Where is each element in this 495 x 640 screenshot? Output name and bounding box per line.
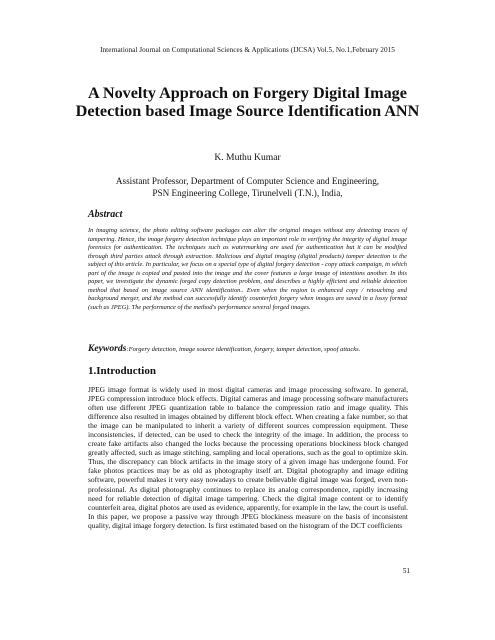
- affiliation-line-2: PSN Engineering College, Tirunelveli (T.N.), India,: [152, 187, 343, 198]
- page-number: 51: [402, 567, 410, 575]
- running-head: International Journal on Computational Sciences & Applications (IJCSA) Vol.5, No.1,February 2015: [100, 46, 395, 54]
- affiliation-line-1: Assistant Professor, Department of Computer Science and Engineering,: [115, 176, 380, 186]
- keywords-text: :Forgery detection, image source identification, forgery, tamper detection, spoof attacks.: [126, 346, 361, 353]
- abstract-text: In imaging science, the photo editing software packages can alter the original images without any detecting traces of tampering. Hence, the image forgery detection technique plays an important role in verifying the integrity of digital image forensics for authentication. The techniques such as watermarking are used for authentication but it can be modified through third parties attack through extraction. Malicious and digital imaging (digital products) tamper detection is the subject of this article. In particular, we focus on a special type of digital forgery detection - copy attack campaign, in which part of the image is copied and pasted into the image and the cover features a large image of intentions another. In this paper, we investigate the dynamic forged copy detection problem, and describes a highly efficient and reliable detection method that based on image source ANN identification.. Even when the region is enhanced copy / retouching and background merger, and the method can successfully identify counterfeit forgery when images are saved in a lossy format (such as JPEG). The performance of the method's performance several forged images.: [88, 227, 407, 311]
- paper-title: A Novelty Approach on Forgery Digital Image Detection based Image Source Identification ANN: [75, 84, 420, 120]
- introduction-text: JPEG image format is widely used in most digital cameras and image processing software. In general, JPEG compression introduce block effects. Digital cameras and image processing software manufacturers often use different JPEG quantization table to balance the compression ratio and image quality. This difference also resulted in images obtained by different block effect. When creating a fake number, so that the image can be manipulated to inherit a variety of different sources compression equipment. These inconsistencies, if detected, can be used to check the integrity of the image. In addition, the process to create fake artifacts also changed the locks because the processing operations blockiness block changed greatly affected, such as image stitching, sampling and local operations, such as the goal to optimize skin. Thus, the discrepancy can block artifacts in the image story of a given image has undergone found. For fake photos practices may be as old as photography itself art. Digital photography and image editing software, powerful makes it very easy nowadays to create believable digital image was forged, even non-professional. As digital photography continues to replace its analog correspondence, rapidly increasing need for reliable detection of digital image tampering. Check the digital image content or to identify counterfeit area, digital photos are used as evidence, apparently, for example in the law, the court is useful. In this paper, we propose a passive way through JPEG blockiness measure on the basis of inconsistent quality, digital image forgery detection. Is first estimated based on the histogram of the DCT coefficients: [88, 385, 408, 530]
- keywords-label: Keywords: [88, 343, 127, 354]
- author-name: K. Muthu Kumar: [214, 152, 281, 163]
- author-affiliation: [0, 176, 495, 199]
- introduction-heading: 1.Introduction: [88, 365, 156, 377]
- keywords-line: [88, 343, 418, 354]
- abstract-heading: Abstract: [88, 209, 123, 220]
